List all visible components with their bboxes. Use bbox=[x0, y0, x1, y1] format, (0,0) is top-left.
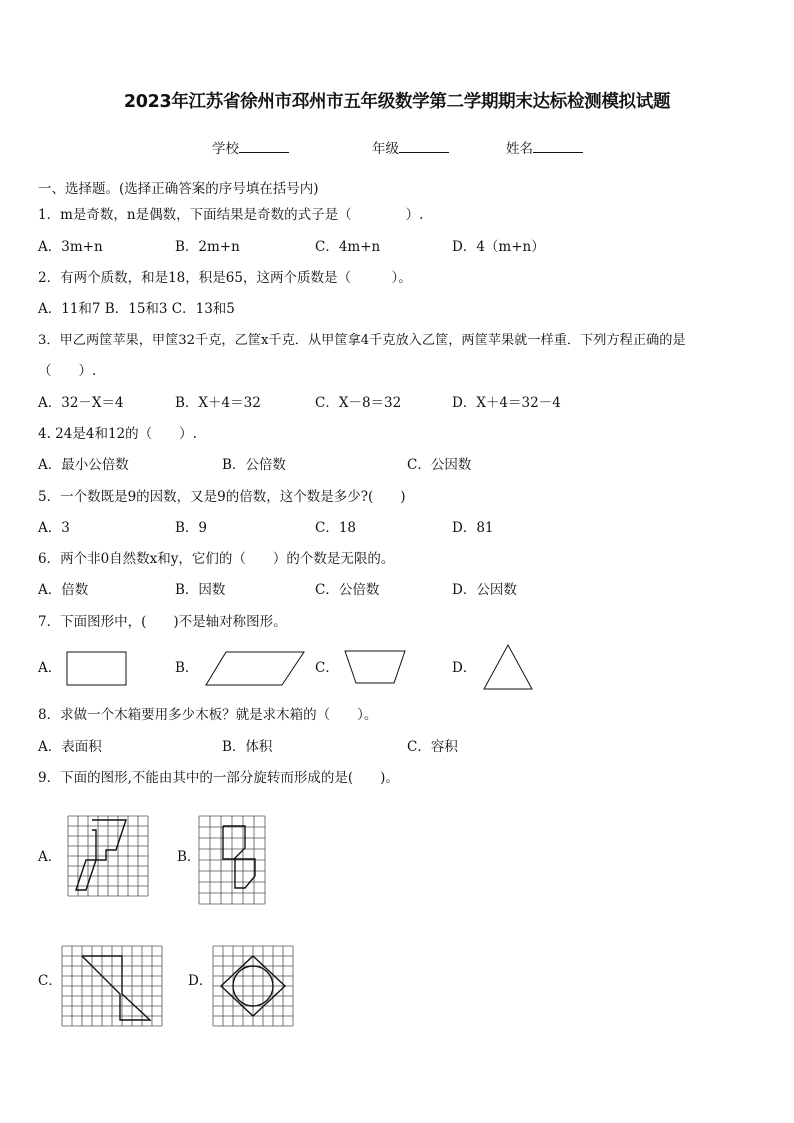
question-2: 2．有两个质数，和是18，积是65，这两个质数是（ ）。 bbox=[38, 270, 412, 286]
q8-option-b[interactable]: B．体积 bbox=[222, 739, 273, 755]
q6-option-b[interactable]: B．因数 bbox=[175, 582, 226, 598]
q7-option-a[interactable]: A． bbox=[38, 660, 62, 676]
section-heading: 一、选择题。(选择正确答案的序号填在括号内) bbox=[38, 181, 319, 197]
q4-option-b[interactable]: B．公倍数 bbox=[222, 457, 286, 473]
grade-field[interactable] bbox=[372, 140, 449, 158]
q5-option-c[interactable]: C．18 bbox=[315, 520, 357, 536]
q4-option-a[interactable]: A．最小公倍数 bbox=[38, 457, 129, 473]
q3-option-b[interactable]: B．X＋4＝32 bbox=[175, 395, 261, 411]
q9-option-a[interactable]: A． bbox=[38, 849, 62, 865]
name-field[interactable] bbox=[506, 140, 583, 158]
grade-blank[interactable] bbox=[399, 140, 449, 153]
q9-option-c[interactable]: C． bbox=[38, 973, 62, 989]
q6-option-a[interactable]: A．倍数 bbox=[38, 582, 89, 598]
q3-option-d[interactable]: D．X＋4＝32－4 bbox=[452, 395, 561, 411]
parallelogram-icon bbox=[204, 650, 306, 688]
q6-option-c[interactable]: C．公倍数 bbox=[315, 582, 380, 598]
question-1: 1．m是奇数，n是偶数，下面结果是奇数的式子是（ ）. bbox=[38, 207, 424, 223]
q9-option-d[interactable]: D． bbox=[188, 973, 213, 989]
name-label: 姓名 bbox=[506, 141, 533, 157]
grade-label: 年级 bbox=[372, 141, 399, 157]
q7-option-d[interactable]: D． bbox=[452, 660, 477, 676]
q5-option-b[interactable]: B．9 bbox=[175, 520, 208, 536]
rectangle-icon bbox=[66, 651, 128, 687]
q9-option-b[interactable]: B． bbox=[177, 849, 201, 865]
q1-option-c[interactable]: C．4m+n bbox=[315, 239, 381, 255]
grid-figure-a bbox=[68, 816, 150, 902]
q3-option-c[interactable]: C．X－8＝32 bbox=[315, 395, 402, 411]
grid-figure-d bbox=[213, 946, 295, 1032]
triangle-icon bbox=[482, 643, 534, 691]
school-blank[interactable] bbox=[239, 140, 289, 153]
question-8: 8．求做一个木箱要用多少木板？就是求木箱的（ ）。 bbox=[38, 707, 378, 723]
school-field[interactable] bbox=[212, 140, 289, 158]
q4-option-c[interactable]: C．公因数 bbox=[407, 457, 472, 473]
grid-figure-c bbox=[62, 946, 164, 1032]
question-3-cont: （ ）. bbox=[38, 363, 97, 379]
grid-figure-b bbox=[199, 816, 269, 902]
q5-option-a[interactable]: A．3 bbox=[38, 520, 70, 536]
q2-options[interactable]: A．11和7 B．15和3 C．13和5 bbox=[38, 301, 235, 317]
question-4: 4. 24是4和12的（ ）. bbox=[38, 426, 197, 442]
q1-option-d[interactable]: D．4（m+n） bbox=[452, 239, 545, 255]
name-blank[interactable] bbox=[533, 140, 583, 153]
q1-option-a[interactable]: A．3m+n bbox=[38, 239, 103, 255]
q8-option-c[interactable]: C．容积 bbox=[407, 739, 458, 755]
question-5: 5．一个数既是9的因数，又是9的倍数，这个数是多少?( ) bbox=[38, 489, 406, 505]
trapezoid-icon bbox=[343, 649, 407, 687]
question-3: 3．甲乙两筐苹果，甲筐32千克，乙筐x千克．从甲筐拿4千克放入乙筐，两筐苹果就一样重．下列方程正确的是 bbox=[38, 333, 686, 348]
school-label: 学校 bbox=[212, 141, 239, 157]
q6-option-d[interactable]: D．公因数 bbox=[452, 582, 517, 598]
q5-option-d[interactable]: D．81 bbox=[452, 520, 494, 536]
question-9: 9．下面的图形,不能由其中的一部分旋转而形成的是( )。 bbox=[38, 770, 399, 786]
q7-option-b[interactable]: B． bbox=[175, 660, 199, 676]
q1-option-b[interactable]: B．2m+n bbox=[175, 239, 240, 255]
question-6: 6．两个非0自然数x和y，它们的（ ）的个数是无限的。 bbox=[38, 551, 395, 567]
question-7: 7．下面图形中，( )不是轴对称图形。 bbox=[38, 614, 287, 630]
q3-option-a[interactable]: A．32－X＝4 bbox=[38, 395, 124, 411]
q8-option-a[interactable]: A．表面积 bbox=[38, 739, 102, 755]
page-title: 2023年江苏省徐州市邳州市五年级数学第二学期期末达标检测模拟试题 bbox=[123, 92, 671, 112]
q7-option-c[interactable]: C． bbox=[315, 660, 339, 676]
